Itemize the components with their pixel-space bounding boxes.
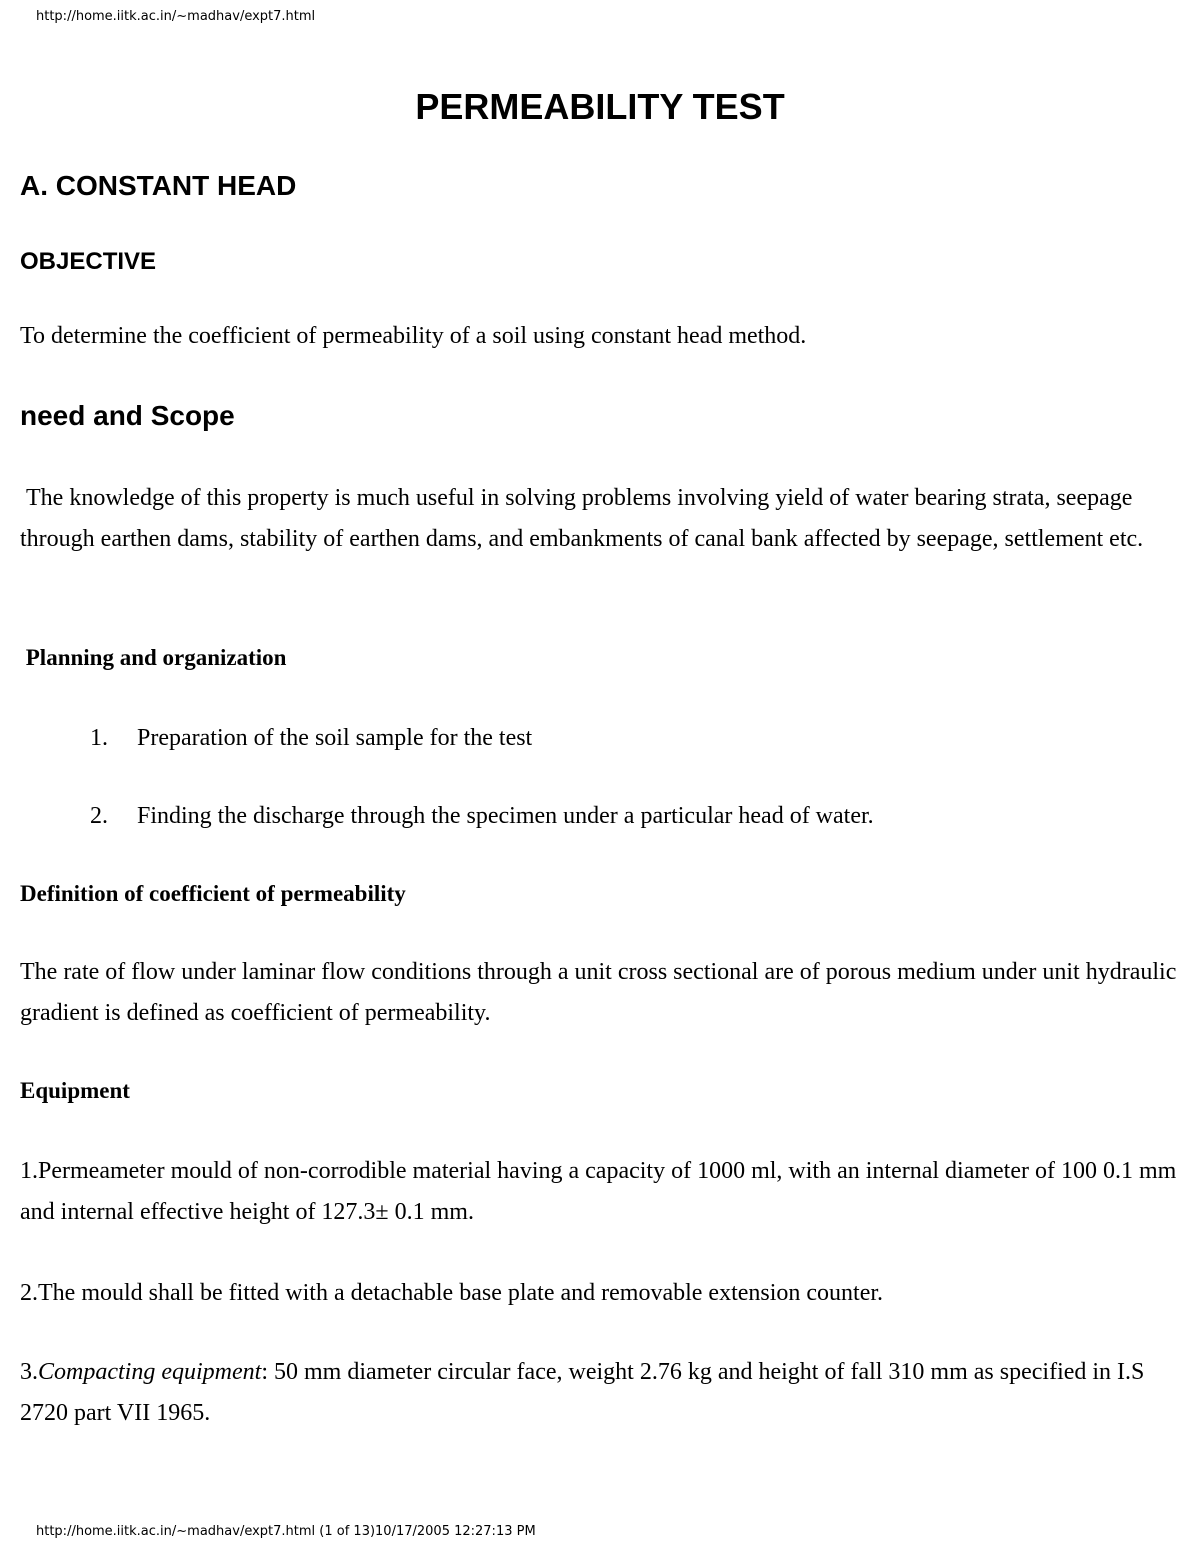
section-heading-constant-head: A. CONSTANT HEAD bbox=[20, 170, 297, 201]
objective-heading: OBJECTIVE bbox=[20, 248, 157, 275]
list-item bbox=[90, 725, 532, 752]
definition-heading: Definition of coefficient of permeability bbox=[20, 881, 406, 906]
equipment-item-3-label: Compacting equipment bbox=[38, 1359, 262, 1385]
equipment-item-2: 2.The mould shall be fitted with a detachable base plate and removable extension counter. bbox=[20, 1280, 884, 1306]
objective-text: To determine the coefficient of permeability of a soil using constant head method. bbox=[20, 323, 807, 349]
need-scope-heading: need and Scope bbox=[20, 400, 235, 431]
list-item-number: 2. bbox=[90, 803, 108, 829]
equipment-item-3 bbox=[20, 1352, 1180, 1434]
need-scope-text: The knowledge of this property is much useful in solving problems involving yield of water bearing strata, seepage through earthen dams, stability of earthen dams, and embankments of canal bank affected by seepage, settlement etc. bbox=[20, 485, 1144, 552]
list-item-text: Preparation of the soil sample for the test bbox=[137, 725, 533, 751]
equipment-item-3-prefix: 3. bbox=[20, 1359, 38, 1385]
list-item bbox=[90, 803, 874, 830]
planning-heading: Planning and organization bbox=[20, 645, 287, 670]
list-item-text: Finding the discharge through the specimen under a particular head of water. bbox=[137, 803, 874, 829]
page-title: PERMEABILITY TEST bbox=[415, 86, 785, 127]
header-url: http://home.iitk.ac.in/~madhav/expt7.html bbox=[36, 9, 316, 24]
equipment-item-3-text: : 50 mm diameter circular face, weight 2.76 kg and height of fall 310 mm as specified in I.S 2720 part VII 1965. bbox=[20, 1359, 1145, 1426]
equipment-heading: Equipment bbox=[20, 1078, 130, 1103]
footer-page-info: http://home.iitk.ac.in/~madhav/expt7.html (1 of 13)10/17/2005 12:27:13 PM bbox=[36, 1524, 536, 1539]
list-item-number: 1. bbox=[90, 725, 108, 751]
equipment-item-1: 1.Permeameter mould of non-corrodible material having a capacity of 1000 ml, with an internal diameter of 100 0.1 mm and internal effective height of 127.3± 0.1 mm. bbox=[20, 1158, 1177, 1225]
definition-text: The rate of flow under laminar flow conditions through a unit cross sectional are of porous medium under unit hydraulic gradient is defined as coefficient of permeability. bbox=[20, 959, 1177, 1026]
